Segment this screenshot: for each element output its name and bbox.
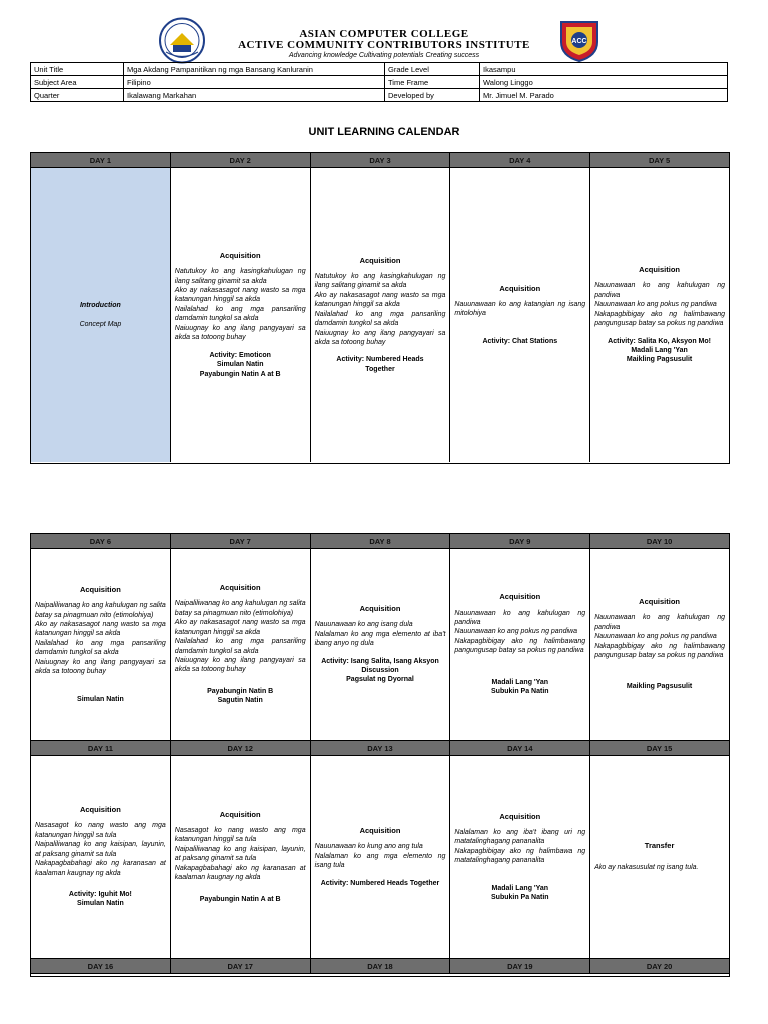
day-9-objectives: Nauunawaan ko ang kahulugan ng pandiwa Nauunawaan ko ang pokus ng pandiwa Nakapagbibigay ako ng halimbawang pangungusap batay sa pokus ng pandiwa	[454, 609, 586, 655]
day-15-section: Transfer	[644, 841, 675, 851]
day-13-objectives: Nauunawaan ko kung ano ang tula Nalalaman ko ang mga elemento ng isang tula	[314, 843, 446, 870]
info-row	[31, 89, 728, 102]
day-1-cell	[31, 168, 171, 462]
day-1-title: Introduction	[79, 301, 121, 309]
grade-level-label: Grade Level	[385, 63, 480, 76]
day-10-section: Acquisition	[639, 597, 680, 607]
day-5-objectives: Nauunawaan ko ang kahulugan ng pandiwa Nauunawaan ko ang pokus ng pandiwa Nakapagbibigay ako ng halimbawang pangungusap batay sa pokus ng pandiwa	[594, 282, 725, 328]
day-header: DAY 2	[171, 153, 311, 168]
day-8-objectives: Nauunawaan ko ang isang dula Nalalaman ko ang mga elemento at iba't ibang anyo ng dula	[314, 621, 446, 648]
developed-by-label: Developed by	[385, 89, 480, 102]
unit-title-label: Unit Title	[31, 63, 124, 76]
institute-name: ACTIVE COMMUNITY CONTRIBUTORS INSTITUTE	[238, 39, 530, 51]
day-6-activity: Simulan Natin	[77, 695, 124, 703]
day-4-cell	[450, 168, 590, 462]
day-3-cell	[311, 168, 451, 462]
quarter-value: Ikalawang Markahan	[124, 89, 385, 102]
day-header: DAY 18	[311, 959, 451, 974]
day-5-section: Acquisition	[639, 265, 680, 275]
tagline: Advancing knowledge Cultivating potentials Creating success	[288, 52, 480, 59]
day-12-cell	[171, 756, 311, 958]
day-4-activity: Activity: Chat Stations	[482, 337, 558, 345]
day-1-subtitle: Concept Map	[79, 321, 122, 328]
calendar-weeks-2-4	[30, 533, 730, 977]
day-8-section: Acquisition	[359, 604, 401, 614]
grade-level-value: Ikasampu	[480, 63, 728, 76]
day-10-activity: Maikling Pagsusulit	[626, 683, 693, 691]
day-header: DAY 11	[31, 741, 171, 756]
day-cell-row	[31, 549, 729, 741]
time-frame-value: Walong Linggo	[480, 76, 728, 89]
day-header: DAY 17	[171, 959, 311, 974]
day-11-cell	[31, 756, 171, 958]
day-9-activity: Madali Lang 'Yan Subukin Pa Natin	[491, 678, 549, 696]
day-14-section: Acquisition	[499, 811, 541, 821]
day-9-section: Acquisition	[499, 592, 541, 602]
day-11-activity: Activity: Iguhit Mo! Simulan Natin	[68, 890, 132, 908]
day-11-section: Acquisition	[79, 805, 121, 815]
day-3-activity: Activity: Numbered Heads Together	[336, 356, 424, 373]
day-header: DAY 5	[590, 153, 729, 168]
day-5-activity: Activity: Salita Ko, Aksyon Mo! Madali Lang 'Yan Maikling Pagsusulit	[608, 337, 711, 364]
day-header: DAY 16	[31, 959, 171, 974]
day-11-objectives: Nasasagot ko nang wasto ang mga katanungan hinggil sa tula Naipaliliwanag ko ang kaisipan, layunin, at paksang ginamit sa tula Nakapagbabahagi ako ng karanasan at kaalaman kaugnay ng akda	[35, 822, 166, 877]
day-header: DAY 4	[450, 153, 590, 168]
day-header-row	[31, 959, 729, 974]
day-header: DAY 12	[171, 741, 311, 756]
day-header: DAY 7	[171, 534, 311, 549]
day-8-cell	[311, 549, 451, 740]
day-14-activity: Madali Lang 'Yan Subukin Pa Natin	[491, 884, 549, 901]
day-2-cell	[171, 168, 311, 462]
school-name: ASIAN COMPUTER COLLEGE	[299, 28, 469, 40]
day-10-cell	[590, 549, 729, 740]
calendar-week-1	[30, 152, 730, 464]
day-15-objectives: Ako ay nakasusulat ng isang tula.	[594, 864, 699, 872]
day-6-objectives: Naipaliliwanag ko ang kahulugan ng salita batay sa pinagmuan nito (etimolohiya) Ako ay nakasasagot nang wasto sa mga katanungan hinggil sa akda Nailalahad ko ang mga pansariling damdamin tungkol sa akda Naiuugnay ko ang ilang pangyayari sa akda sa totoong buhay	[35, 602, 166, 676]
unit-info-table	[30, 62, 728, 102]
day-header-row	[31, 153, 729, 168]
day-header-row	[31, 741, 729, 756]
day-cell-row	[31, 168, 729, 462]
day-6-cell	[31, 549, 171, 740]
day-header-row	[31, 534, 729, 549]
day-15-cell	[590, 756, 729, 958]
day-5-cell	[590, 168, 729, 462]
time-frame-label: Time Frame	[385, 76, 480, 89]
day-13-section: Acquisition	[359, 826, 401, 836]
day-7-objectives: Naipaliliwanag ko ang kahulugan ng salita batay sa pinagmuan nito (etimolohiya) Ako ay nakasasagot nang wasto sa mga katanungan hinggil sa akda Nailalahad ko ang mga pansariling damdamin tungkol sa akda Naiuugnay ko ang ilang pangyayari sa akda sa totoong buhay	[174, 600, 306, 674]
day-header: DAY 13	[311, 741, 451, 756]
day-8-activity: Activity: Isang Salita, Isang Aksyon Discussion Pagsulat ng Dyornal	[321, 657, 439, 684]
day-6-section: Acquisition	[79, 584, 121, 594]
day-10-objectives: Nauunawaan ko ang kahulugan ng pandiwa Nauunawaan ko ang pokus ng pandiwa Nakapagbibigay ako ng halimbawang pangungusap batay sa pokus ng pandiwa	[594, 614, 725, 659]
day-12-objectives: Nasasagot ko nang wasto ang mga katanungan hinggil sa tula Naipaliliwanag ko ang kaisipan, layunin, at paksang ginamit sa tula Nakapagbabahagi ako ng karanasan at kaalaman kaugnay ng akda	[174, 827, 306, 882]
acc-logo-text: ACC	[571, 38, 587, 45]
day-header: DAY 9	[450, 534, 590, 549]
day-12-activity: Payabungin Natin A at B	[199, 895, 281, 903]
day-2-section: Acquisition	[219, 251, 261, 261]
day-7-section: Acquisition	[219, 583, 261, 593]
day-3-section: Acquisition	[359, 255, 401, 265]
day-14-objectives: Nalalaman ko ang iba't ibang uri ng matatalinghagang pananalita Nakapagbibigay ako ng halimbawa ng matatalinghagang pananalita	[454, 828, 586, 865]
quarter-label: Quarter	[31, 89, 124, 102]
day-13-cell	[311, 756, 451, 958]
day-2-activity: Activity: Emoticon Simulan Natin Payabungin Natin A at B	[199, 351, 281, 378]
day-7-cell	[171, 549, 311, 740]
subject-area-label: Subject Area	[31, 76, 124, 89]
day-9-cell	[450, 549, 590, 740]
day-header: DAY 10	[590, 534, 729, 549]
day-13-activity: Activity: Numbered Heads Together	[320, 879, 440, 887]
day-12-section: Acquisition	[219, 809, 261, 819]
day-header: DAY 19	[450, 959, 590, 974]
info-row	[31, 76, 728, 89]
day-4-section: Acquisition	[499, 283, 541, 293]
day-4-objectives: Nauunawaan ko ang katangian ng isang mitolohiya	[454, 300, 586, 318]
day-2-objectives: Natutukoy ko ang kasingkahulugan ng ilang salitang ginamit sa akda Ako ay nakasasagot nang wasto sa mga katanungan hinggil sa akda Nailalahad ko ang mga pansariling damdamin tungkol sa akda Naiuugnay ko ang ilang pangyayari sa akda sa totoong buhay	[174, 268, 306, 342]
day-14-cell	[450, 756, 590, 958]
day-header: DAY 1	[31, 153, 171, 168]
info-row	[31, 63, 728, 76]
day-cell-row	[31, 756, 729, 959]
developed-by-value: Mr. Jimuel M. Parado	[480, 89, 728, 102]
subject-area-value: Filipino	[124, 76, 385, 89]
day-7-activity: Payabungin Natin B Sagutin Natin	[207, 687, 274, 705]
day-header: DAY 15	[590, 741, 729, 756]
day-header: DAY 14	[450, 741, 590, 756]
day-header: DAY 3	[311, 153, 451, 168]
unit-title-value: Mga Akdang Pampanitikan ng mga Bansang Kanluranin	[124, 63, 385, 76]
day-3-objectives: Natutukoy ko ang kasingkahulugan ng ilang salitang ginamit sa akda Ako ay nakasasagot nang wasto sa mga katanungan hinggil sa akda Nailalahad ko ang mga pansariling damdamin tungkol sa akda Naiuugnay ko ang ilang pangyayari sa akda sa totoong buhay	[314, 272, 446, 346]
day-header: DAY 8	[311, 534, 451, 549]
day-header: DAY 20	[590, 959, 729, 974]
day-header: DAY 6	[31, 534, 171, 549]
calendar-title: UNIT LEARNING CALENDAR	[308, 126, 460, 138]
